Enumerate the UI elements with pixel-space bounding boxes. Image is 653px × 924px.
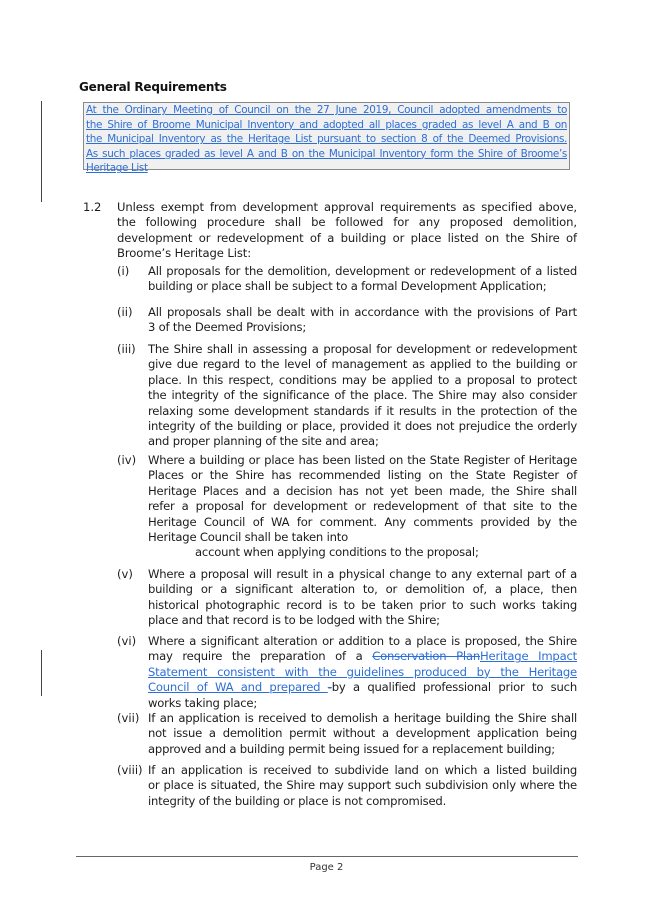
amendment-line: At the Ordinary Meeting of Council on the 27 June 2019, Council adopted amendments to (86, 104, 567, 116)
clause-intro (117, 200, 577, 262)
text-line: If an application is received to subdivide land on which a listed building (148, 763, 577, 777)
item-text (148, 264, 577, 295)
tracked-insertion: Council of WA and prepared (148, 680, 328, 695)
change-bar (41, 101, 42, 202)
text-line: and proper planning of the site and area; (148, 434, 379, 449)
item-text (148, 453, 577, 561)
text-line: Heritage Council of WA for comment. Any comments provided by the (148, 514, 577, 529)
text-line: refer a proposal for development or redevelopment of that site to the (148, 499, 577, 514)
item-label: (v) (117, 567, 133, 581)
text-line (148, 649, 577, 664)
item-text (148, 763, 577, 809)
text-line: The Shire shall in assessing a proposal for development or redevelopment (148, 342, 577, 356)
text-line: building or place shall be subject to a formal Development Application; (148, 279, 547, 294)
text-line: All proposals shall be dealt with in accordance with the provisions of Part (148, 305, 577, 319)
item-label: (i) (117, 264, 130, 278)
text-line (148, 680, 577, 695)
change-bar (41, 650, 42, 696)
text-line: All proposals for the demolition, development or redevelopment of a listed (148, 264, 577, 278)
item-text (148, 305, 577, 336)
text-line: Places or the Shire has recommended listing on the State Register of (148, 468, 577, 483)
text-line: the integrity of the significance of the place. The Shire may also consider (148, 388, 577, 403)
text-line: Where a building or place has been listed on the State Register of Heritage (148, 453, 577, 467)
amendment-line: the Shire of Broome Municipal Inventory and adopted all places graded as level A and B on (86, 118, 567, 131)
item-text (148, 342, 577, 450)
amendment-line: the Municipal Inventory as the Heritage List pursuant to section 8 of the Deemed Provisions. (86, 133, 567, 146)
item-label: (ii) (117, 305, 133, 319)
section-heading: General Requirements (79, 80, 227, 94)
text-line: give due regard to the level of management as applied to the building or (148, 357, 577, 372)
footer-divider (76, 856, 578, 857)
tracked-deletion: Conservation Plan (372, 649, 481, 664)
item-label: (vi) (117, 634, 137, 648)
text-line: place. In this respect, conditions may be applied to a proposal to protect (148, 372, 577, 387)
text-line: not issue a demolition permit without a development application being (148, 726, 577, 741)
text-line: account when applying conditions to the proposal; (195, 545, 479, 560)
text-line: Broome’s Heritage List: (117, 246, 252, 261)
amendment-line: As such places graded as level A and B on the Municipal Inventory form the Shire of Broome’s (86, 147, 567, 160)
text-segment: may require the preparation of a (148, 649, 373, 664)
text-line: historical photographic record is to be taken prior to such works taking (148, 597, 577, 612)
item-text (148, 634, 577, 711)
clause-number: 1.2 (83, 200, 102, 214)
item-text (148, 711, 577, 757)
text-line (148, 665, 577, 680)
item-text (148, 567, 577, 629)
text-line: place and that record is to be lodged with the Shire; (148, 613, 440, 628)
text-line: integrity of the building or place is not compromised. (148, 793, 447, 808)
text-line: Unless exempt from development approval requirements as specified above, (117, 200, 577, 214)
text-line: works taking place; (148, 695, 258, 710)
amendment-note-box (83, 102, 570, 175)
item-label: (viii) (117, 763, 143, 777)
text-line: or place is situated, the Shire may support such subdivision only where the (148, 778, 577, 793)
text-line: Where a significant alteration or addition to a place is proposed, the Shire (148, 634, 577, 648)
amendment-line: Heritage List (86, 162, 148, 175)
text-line: relaxing some development standards if it results in the protection of the (148, 403, 577, 418)
tracked-insertion: Statement consistent with the guidelines produced by the Heritage (148, 664, 577, 679)
text-line: development or redevelopment of a building or place listed on the Shire of (117, 230, 577, 245)
text-line: Where a proposal will result in a physical change to any external part of a (148, 567, 577, 581)
text-line: If an application is received to demolish a heritage building the Shire shall (148, 711, 577, 725)
text-line: Heritage Places and a decision has not yet been made, the Shire shall (148, 483, 577, 498)
item-label: (iv) (117, 453, 137, 467)
text-line: 3 of the Deemed Provisions; (148, 320, 307, 335)
text-line: Heritage Council shall be taken into (148, 530, 348, 545)
text-segment: by a qualified professional prior to such (331, 680, 577, 695)
item-label: (iii) (117, 342, 136, 356)
tracked-insertion: Heritage Impact (480, 649, 578, 664)
text-line: building or a significant alteration to, or demolition of, a place, then (148, 582, 577, 597)
text-line: integrity of the building or place, provided it does not prejudice the orderly (148, 419, 577, 434)
item-label: (vii) (117, 711, 140, 725)
text-line: the following procedure shall be followed for any proposed demolition, (117, 215, 577, 230)
text-line: approved and a building permit being issued for a replacement building; (148, 741, 556, 756)
page-number: Page 2 (309, 862, 344, 873)
tracked-deletion: - (327, 680, 332, 695)
